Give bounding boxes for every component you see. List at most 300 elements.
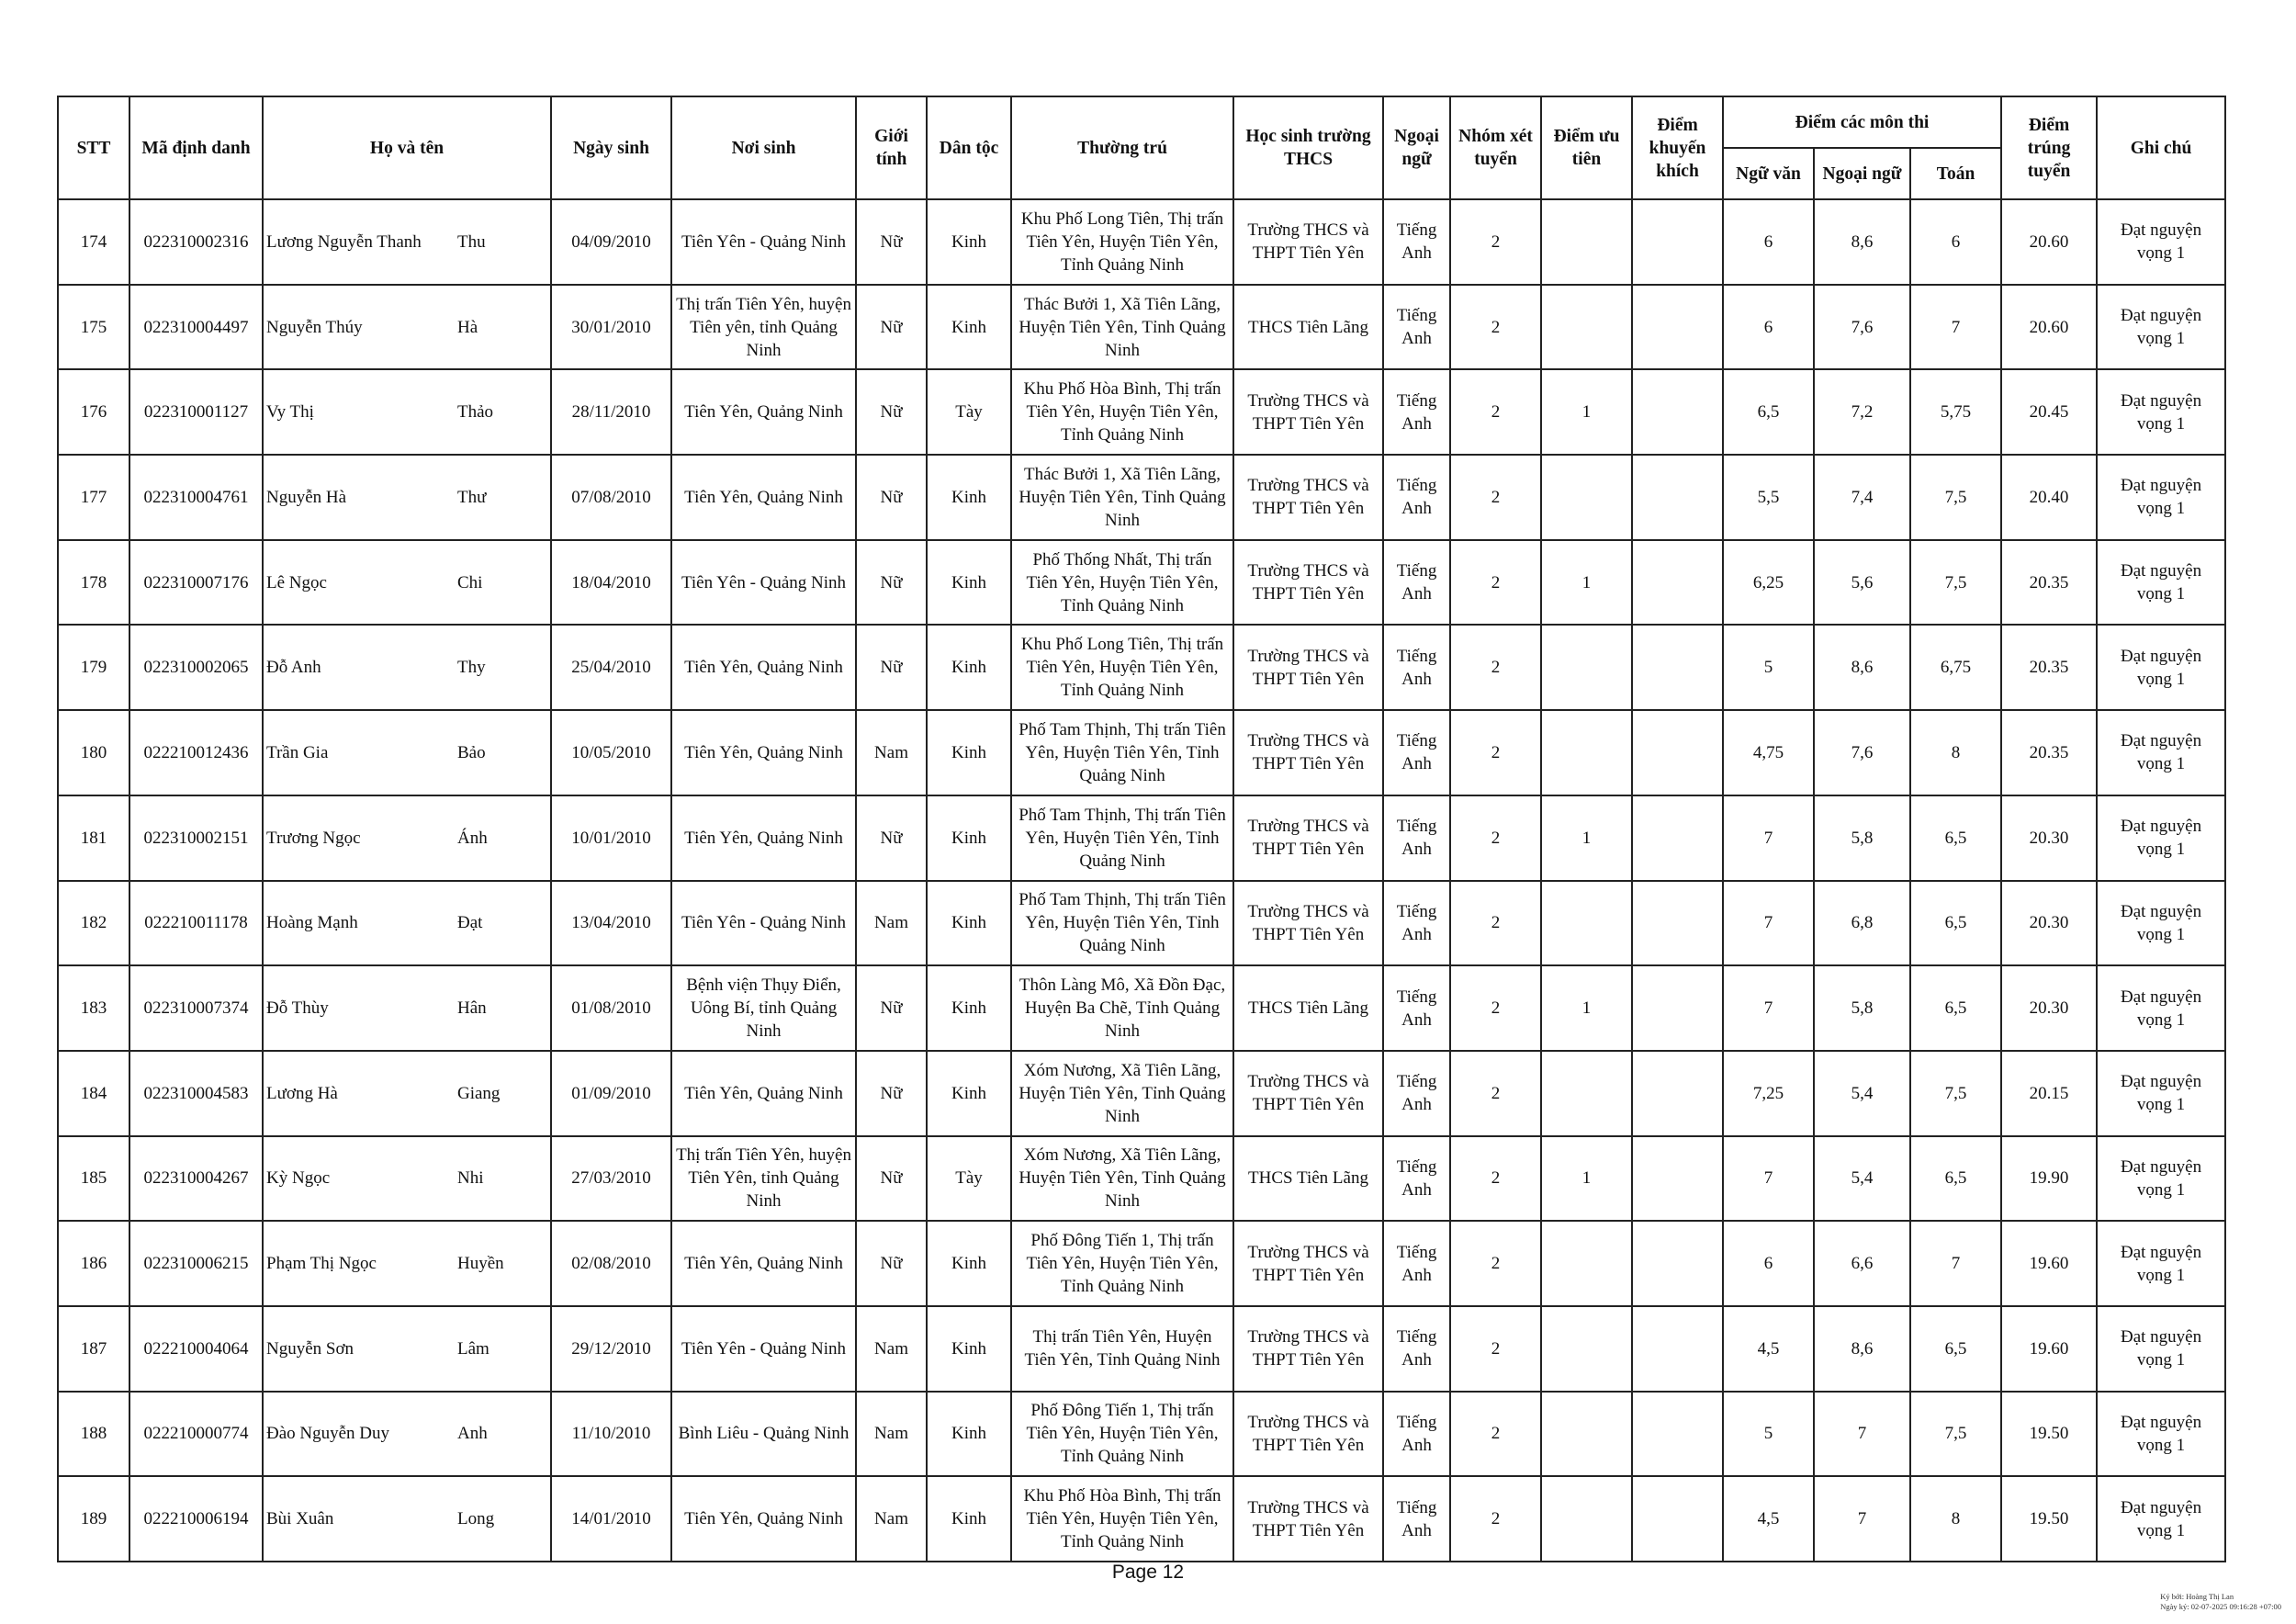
- cell-ma-dinh-danh: 022310002151: [129, 795, 263, 881]
- header-dan-toc: Dân tộc: [927, 96, 1011, 199]
- cell-ngoai-ngu: Tiếng Anh: [1383, 1136, 1450, 1222]
- cell-gioi-tinh: Nữ: [856, 1051, 927, 1136]
- cell-diem-uu-tien: 1: [1541, 540, 1632, 626]
- cell-ghi-chu: Đạt nguyện vọng 1: [2097, 965, 2225, 1051]
- cell-gioi-tinh: Nữ: [856, 1136, 927, 1222]
- cell-diem-trung-tuyen: 20.30: [2001, 881, 2097, 966]
- cell-thuong-tru: Khu Phố Long Tiên, Thị trấn Tiên Yên, Huyện Tiên Yên, Tỉnh Quảng Ninh: [1011, 199, 1233, 285]
- cell-ho-dem: Nguyễn Thúy: [263, 285, 454, 370]
- cell-gioi-tinh: Nữ: [856, 455, 927, 540]
- cell-truong-thcs: Trường THCS và THPT Tiên Yên: [1233, 625, 1383, 710]
- cell-ngoai-ngu: Tiếng Anh: [1383, 1051, 1450, 1136]
- cell-stt: 189: [58, 1476, 129, 1562]
- cell-diem-khuyen-khich: [1632, 1476, 1723, 1562]
- admission-results-table: [57, 96, 2226, 1562]
- cell-thuong-tru: Khu Phố Hòa Bình, Thị trấn Tiên Yên, Huyện Tiên Yên, Tỉnh Quảng Ninh: [1011, 1476, 1233, 1562]
- cell-dan-toc: Kinh: [927, 881, 1011, 966]
- cell-toan: 5,75: [1910, 369, 2001, 455]
- cell-ngu-van: 7: [1723, 965, 1814, 1051]
- cell-stt: 187: [58, 1306, 129, 1392]
- cell-ngay-sinh: 25/04/2010: [551, 625, 671, 710]
- cell-truong-thcs: Trường THCS và THPT Tiên Yên: [1233, 540, 1383, 626]
- cell-ngu-van: 5,5: [1723, 455, 1814, 540]
- cell-ngay-sinh: 07/08/2010: [551, 455, 671, 540]
- cell-ten: Anh: [454, 1392, 551, 1477]
- cell-dan-toc: Tày: [927, 1136, 1011, 1222]
- cell-nhom-xet-tuyen: 2: [1450, 1221, 1541, 1306]
- cell-noi-sinh: Tiên Yên, Quảng Ninh: [671, 455, 856, 540]
- cell-diem-khuyen-khich: [1632, 1051, 1723, 1136]
- cell-dan-toc: Kinh: [927, 455, 1011, 540]
- cell-ho-dem: Lê Ngọc: [263, 540, 454, 626]
- cell-ngay-sinh: 10/01/2010: [551, 795, 671, 881]
- cell-diem-uu-tien: [1541, 1221, 1632, 1306]
- cell-diem-khuyen-khich: [1632, 540, 1723, 626]
- cell-dan-toc: Kinh: [927, 710, 1011, 795]
- header-thuong-tru: Thường trú: [1011, 96, 1233, 199]
- cell-dan-toc: Kinh: [927, 1221, 1011, 1306]
- cell-ngay-sinh: 14/01/2010: [551, 1476, 671, 1562]
- cell-ho-dem: Trần Gia: [263, 710, 454, 795]
- cell-truong-thcs: Trường THCS và THPT Tiên Yên: [1233, 881, 1383, 966]
- header-ngoai-ngu: Ngoại ngữ: [1383, 96, 1450, 199]
- cell-ngoai-ngu: Tiếng Anh: [1383, 369, 1450, 455]
- cell-ngoai-ngu: Tiếng Anh: [1383, 1476, 1450, 1562]
- cell-ngu-van: 4,5: [1723, 1306, 1814, 1392]
- cell-ho-dem: Đỗ Anh: [263, 625, 454, 710]
- cell-diem-khuyen-khich: [1632, 881, 1723, 966]
- signature-signer: Ký bởi: Hoàng Thị Lan: [2160, 1592, 2234, 1601]
- cell-truong-thcs: THCS Tiên Lãng: [1233, 965, 1383, 1051]
- cell-ngay-sinh: 30/01/2010: [551, 285, 671, 370]
- cell-noi-sinh: Tiên Yên, Quảng Ninh: [671, 369, 856, 455]
- cell-thuong-tru: Phố Đông Tiến 1, Thị trấn Tiên Yên, Huyện Tiên Yên, Tỉnh Quảng Ninh: [1011, 1221, 1233, 1306]
- cell-toan: 7,5: [1910, 1051, 2001, 1136]
- cell-diem-khuyen-khich: [1632, 710, 1723, 795]
- cell-toan: 6,5: [1910, 795, 2001, 881]
- cell-diem-trung-tuyen: 20.15: [2001, 1051, 2097, 1136]
- cell-ma-dinh-danh: 022210000774: [129, 1392, 263, 1477]
- cell-ghi-chu: Đạt nguyện vọng 1: [2097, 1051, 2225, 1136]
- cell-thuong-tru: Thác Bưởi 1, Xã Tiên Lãng, Huyện Tiên Yên, Tỉnh Quảng Ninh: [1011, 455, 1233, 540]
- cell-nhom-xet-tuyen: 2: [1450, 1392, 1541, 1477]
- table-row: [58, 710, 2225, 795]
- cell-ngoai-ngu-diem: 5,4: [1814, 1136, 1910, 1222]
- cell-noi-sinh: Tiên Yên - Quảng Ninh: [671, 199, 856, 285]
- cell-ghi-chu: Đạt nguyện vọng 1: [2097, 540, 2225, 626]
- cell-ngoai-ngu: Tiếng Anh: [1383, 540, 1450, 626]
- cell-ngoai-ngu-diem: 5,4: [1814, 1051, 1910, 1136]
- cell-ghi-chu: Đạt nguyện vọng 1: [2097, 369, 2225, 455]
- cell-noi-sinh: Tiên Yên - Quảng Ninh: [671, 881, 856, 966]
- cell-ngoai-ngu-diem: 8,6: [1814, 625, 1910, 710]
- cell-ten: Đạt: [454, 881, 551, 966]
- cell-truong-thcs: Trường THCS và THPT Tiên Yên: [1233, 1051, 1383, 1136]
- cell-ma-dinh-danh: 022310007374: [129, 965, 263, 1051]
- cell-diem-trung-tuyen: 19.90: [2001, 1136, 2097, 1222]
- header-diem-cac-mon-thi: Điểm các môn thi: [1723, 96, 2001, 148]
- cell-toan: 8: [1910, 710, 2001, 795]
- page-number: Page 12: [1111, 1562, 1185, 1583]
- cell-diem-khuyen-khich: [1632, 1392, 1723, 1477]
- cell-nhom-xet-tuyen: 2: [1450, 1306, 1541, 1392]
- cell-diem-uu-tien: [1541, 1392, 1632, 1477]
- cell-ngoai-ngu: Tiếng Anh: [1383, 455, 1450, 540]
- cell-diem-khuyen-khich: [1632, 455, 1723, 540]
- cell-noi-sinh: Bệnh viện Thụy Điển, Uông Bí, tỉnh Quảng Ninh: [671, 965, 856, 1051]
- cell-ngu-van: 6: [1723, 1221, 1814, 1306]
- cell-ngoai-ngu-diem: 7,6: [1814, 285, 1910, 370]
- cell-diem-trung-tuyen: 20.30: [2001, 965, 2097, 1051]
- cell-diem-uu-tien: 1: [1541, 1136, 1632, 1222]
- cell-ho-dem: Bùi Xuân: [263, 1476, 454, 1562]
- cell-gioi-tinh: Nữ: [856, 540, 927, 626]
- cell-nhom-xet-tuyen: 2: [1450, 795, 1541, 881]
- cell-diem-uu-tien: [1541, 710, 1632, 795]
- cell-ma-dinh-danh: 022210004064: [129, 1306, 263, 1392]
- cell-thuong-tru: Phố Tam Thịnh, Thị trấn Tiên Yên, Huyện Tiên Yên, Tỉnh Quảng Ninh: [1011, 710, 1233, 795]
- cell-ngay-sinh: 01/08/2010: [551, 965, 671, 1051]
- cell-dan-toc: Tày: [927, 369, 1011, 455]
- cell-ghi-chu: Đạt nguyện vọng 1: [2097, 199, 2225, 285]
- cell-diem-uu-tien: 1: [1541, 369, 1632, 455]
- cell-ma-dinh-danh: 022210012436: [129, 710, 263, 795]
- cell-ghi-chu: Đạt nguyện vọng 1: [2097, 285, 2225, 370]
- cell-thuong-tru: Thác Bưởi 1, Xã Tiên Lãng, Huyện Tiên Yên, Tỉnh Quảng Ninh: [1011, 285, 1233, 370]
- cell-ngoai-ngu-diem: 7,2: [1814, 369, 1910, 455]
- cell-diem-trung-tuyen: 20.35: [2001, 710, 2097, 795]
- table-row: [58, 1136, 2225, 1222]
- cell-nhom-xet-tuyen: 2: [1450, 965, 1541, 1051]
- cell-toan: 6,5: [1910, 1136, 2001, 1222]
- header-nhom-xet-tuyen: Nhóm xét tuyển: [1450, 96, 1541, 199]
- cell-gioi-tinh: Nam: [856, 1392, 927, 1477]
- cell-stt: 186: [58, 1221, 129, 1306]
- cell-dan-toc: Kinh: [927, 1306, 1011, 1392]
- cell-ngay-sinh: 28/11/2010: [551, 369, 671, 455]
- cell-noi-sinh: Thị trấn Tiên Yên, huyện Tiên Yên, tỉnh Quảng Ninh: [671, 1136, 856, 1222]
- cell-ngu-van: 6: [1723, 199, 1814, 285]
- header-toan: Toán: [1910, 148, 2001, 199]
- cell-diem-khuyen-khich: [1632, 1306, 1723, 1392]
- cell-ghi-chu: Đạt nguyện vọng 1: [2097, 1221, 2225, 1306]
- cell-truong-thcs: Trường THCS và THPT Tiên Yên: [1233, 199, 1383, 285]
- header-ngu-van: Ngữ văn: [1723, 148, 1814, 199]
- header-diem-trung-tuyen: Điểm trúng tuyển: [2001, 96, 2097, 199]
- cell-ngoai-ngu-diem: 5,8: [1814, 795, 1910, 881]
- cell-nhom-xet-tuyen: 2: [1450, 455, 1541, 540]
- cell-toan: 7: [1910, 285, 2001, 370]
- cell-nhom-xet-tuyen: 2: [1450, 285, 1541, 370]
- cell-truong-thcs: Trường THCS và THPT Tiên Yên: [1233, 795, 1383, 881]
- cell-diem-khuyen-khich: [1632, 285, 1723, 370]
- header-ghi-chu: Ghi chú: [2097, 96, 2225, 199]
- cell-stt: 183: [58, 965, 129, 1051]
- cell-diem-uu-tien: [1541, 1476, 1632, 1562]
- cell-stt: 174: [58, 199, 129, 285]
- cell-ngoai-ngu-diem: 7: [1814, 1476, 1910, 1562]
- cell-ngay-sinh: 04/09/2010: [551, 199, 671, 285]
- cell-gioi-tinh: Nam: [856, 1476, 927, 1562]
- cell-ngoai-ngu: Tiếng Anh: [1383, 1306, 1450, 1392]
- cell-nhom-xet-tuyen: 2: [1450, 881, 1541, 966]
- cell-ten: Nhi: [454, 1136, 551, 1222]
- cell-gioi-tinh: Nữ: [856, 795, 927, 881]
- cell-ngoai-ngu: Tiếng Anh: [1383, 1392, 1450, 1477]
- cell-ten: Hân: [454, 965, 551, 1051]
- header-ho-va-ten: Họ và tên: [263, 96, 551, 199]
- cell-toan: 7,5: [1910, 455, 2001, 540]
- cell-diem-khuyen-khich: [1632, 369, 1723, 455]
- cell-nhom-xet-tuyen: 2: [1450, 199, 1541, 285]
- cell-truong-thcs: Trường THCS và THPT Tiên Yên: [1233, 1221, 1383, 1306]
- table-row: [58, 881, 2225, 966]
- cell-nhom-xet-tuyen: 2: [1450, 369, 1541, 455]
- cell-dan-toc: Kinh: [927, 285, 1011, 370]
- cell-diem-uu-tien: [1541, 1051, 1632, 1136]
- cell-gioi-tinh: Nữ: [856, 369, 927, 455]
- cell-ngoai-ngu-diem: 7: [1814, 1392, 1910, 1477]
- cell-dan-toc: Kinh: [927, 199, 1011, 285]
- cell-diem-trung-tuyen: 19.60: [2001, 1221, 2097, 1306]
- cell-dan-toc: Kinh: [927, 965, 1011, 1051]
- cell-ghi-chu: Đạt nguyện vọng 1: [2097, 1136, 2225, 1222]
- cell-thuong-tru: Phố Đông Tiến 1, Thị trấn Tiên Yên, Huyện Tiên Yên, Tỉnh Quảng Ninh: [1011, 1392, 1233, 1477]
- cell-thuong-tru: Thôn Làng Mô, Xã Đồn Đạc, Huyện Ba Chẽ, Tỉnh Quảng Ninh: [1011, 965, 1233, 1051]
- cell-toan: 6,75: [1910, 625, 2001, 710]
- cell-gioi-tinh: Nam: [856, 710, 927, 795]
- cell-ma-dinh-danh: 022310007176: [129, 540, 263, 626]
- cell-ten: Ánh: [454, 795, 551, 881]
- cell-diem-khuyen-khich: [1632, 1221, 1723, 1306]
- cell-stt: 185: [58, 1136, 129, 1222]
- cell-ten: Hà: [454, 285, 551, 370]
- cell-toan: 7,5: [1910, 540, 2001, 626]
- cell-noi-sinh: Tiên Yên, Quảng Ninh: [671, 710, 856, 795]
- cell-truong-thcs: Trường THCS và THPT Tiên Yên: [1233, 455, 1383, 540]
- cell-ngay-sinh: 18/04/2010: [551, 540, 671, 626]
- cell-ho-dem: Lương Hà: [263, 1051, 454, 1136]
- cell-ho-dem: Phạm Thị Ngọc: [263, 1221, 454, 1306]
- table-row: [58, 625, 2225, 710]
- cell-noi-sinh: Tiên Yên, Quảng Ninh: [671, 1051, 856, 1136]
- cell-ngay-sinh: 01/09/2010: [551, 1051, 671, 1136]
- cell-ten: Huyền: [454, 1221, 551, 1306]
- cell-ngay-sinh: 10/05/2010: [551, 710, 671, 795]
- table-row: [58, 1476, 2225, 1562]
- cell-dan-toc: Kinh: [927, 795, 1011, 881]
- cell-stt: 184: [58, 1051, 129, 1136]
- cell-dan-toc: Kinh: [927, 1392, 1011, 1477]
- cell-ghi-chu: Đạt nguyện vọng 1: [2097, 455, 2225, 540]
- cell-diem-uu-tien: 1: [1541, 965, 1632, 1051]
- cell-diem-khuyen-khich: [1632, 795, 1723, 881]
- cell-ho-dem: Hoàng Mạnh: [263, 881, 454, 966]
- cell-ten: Thy: [454, 625, 551, 710]
- cell-stt: 179: [58, 625, 129, 710]
- cell-gioi-tinh: Nữ: [856, 285, 927, 370]
- cell-gioi-tinh: Nữ: [856, 965, 927, 1051]
- cell-ma-dinh-danh: 022310004497: [129, 285, 263, 370]
- table-body: [58, 199, 2225, 1562]
- cell-nhom-xet-tuyen: 2: [1450, 625, 1541, 710]
- cell-dan-toc: Kinh: [927, 1051, 1011, 1136]
- cell-stt: 180: [58, 710, 129, 795]
- cell-thuong-tru: Khu Phố Hòa Bình, Thị trấn Tiên Yên, Huyện Tiên Yên, Tỉnh Quảng Ninh: [1011, 369, 1233, 455]
- cell-thuong-tru: Khu Phố Long Tiên, Thị trấn Tiên Yên, Huyện Tiên Yên, Tỉnh Quảng Ninh: [1011, 625, 1233, 710]
- cell-ngay-sinh: 11/10/2010: [551, 1392, 671, 1477]
- cell-nhom-xet-tuyen: 2: [1450, 1476, 1541, 1562]
- cell-noi-sinh: Tiên Yên, Quảng Ninh: [671, 625, 856, 710]
- header-diem-khuyen-khich: Điểm khuyến khích: [1632, 96, 1723, 199]
- cell-ngoai-ngu: Tiếng Anh: [1383, 795, 1450, 881]
- cell-ho-dem: Vy Thị: [263, 369, 454, 455]
- cell-gioi-tinh: Nữ: [856, 625, 927, 710]
- cell-ten: Thảo: [454, 369, 551, 455]
- cell-ho-dem: Đào Nguyễn Duy: [263, 1392, 454, 1477]
- cell-ngoai-ngu-diem: 6,6: [1814, 1221, 1910, 1306]
- cell-ngoai-ngu-diem: 7,4: [1814, 455, 1910, 540]
- cell-noi-sinh: Bình Liêu - Quảng Ninh: [671, 1392, 856, 1477]
- cell-ngu-van: 5: [1723, 625, 1814, 710]
- table-row: [58, 795, 2225, 881]
- cell-diem-uu-tien: [1541, 199, 1632, 285]
- cell-diem-uu-tien: [1541, 625, 1632, 710]
- cell-truong-thcs: Trường THCS và THPT Tiên Yên: [1233, 1476, 1383, 1562]
- cell-diem-trung-tuyen: 19.60: [2001, 1306, 2097, 1392]
- cell-gioi-tinh: Nam: [856, 881, 927, 966]
- cell-diem-trung-tuyen: 20.60: [2001, 199, 2097, 285]
- cell-diem-uu-tien: [1541, 455, 1632, 540]
- cell-truong-thcs: Trường THCS và THPT Tiên Yên: [1233, 369, 1383, 455]
- cell-noi-sinh: Tiên Yên, Quảng Ninh: [671, 1221, 856, 1306]
- cell-ngoai-ngu: Tiếng Anh: [1383, 1221, 1450, 1306]
- table-row: [58, 285, 2225, 370]
- header-ma-dinh-danh: Mã định danh: [129, 96, 263, 199]
- cell-diem-trung-tuyen: 19.50: [2001, 1476, 2097, 1562]
- cell-toan: 6: [1910, 199, 2001, 285]
- cell-ma-dinh-danh: 022310002065: [129, 625, 263, 710]
- cell-ngoai-ngu-diem: 8,6: [1814, 1306, 1910, 1392]
- cell-ma-dinh-danh: 022310006215: [129, 1221, 263, 1306]
- cell-ma-dinh-danh: 022210011178: [129, 881, 263, 966]
- table-row: [58, 965, 2225, 1051]
- cell-diem-trung-tuyen: 20.40: [2001, 455, 2097, 540]
- cell-ngoai-ngu-diem: 5,6: [1814, 540, 1910, 626]
- cell-dan-toc: Kinh: [927, 540, 1011, 626]
- cell-ho-dem: Kỳ Ngọc: [263, 1136, 454, 1222]
- cell-diem-uu-tien: [1541, 285, 1632, 370]
- cell-stt: 176: [58, 369, 129, 455]
- cell-ngu-van: 6: [1723, 285, 1814, 370]
- cell-ho-dem: Nguyễn Hà: [263, 455, 454, 540]
- table-row: [58, 1392, 2225, 1477]
- cell-thuong-tru: Xóm Nương, Xã Tiên Lãng, Huyện Tiên Yên, Tỉnh Quảng Ninh: [1011, 1136, 1233, 1222]
- cell-ngay-sinh: 29/12/2010: [551, 1306, 671, 1392]
- cell-diem-trung-tuyen: 20.45: [2001, 369, 2097, 455]
- cell-diem-uu-tien: 1: [1541, 795, 1632, 881]
- cell-noi-sinh: Tiên Yên - Quảng Ninh: [671, 540, 856, 626]
- cell-ngu-van: 5: [1723, 1392, 1814, 1477]
- cell-ngu-van: 7: [1723, 795, 1814, 881]
- table-row: [58, 199, 2225, 285]
- cell-truong-thcs: THCS Tiên Lãng: [1233, 285, 1383, 370]
- cell-diem-trung-tuyen: 20.30: [2001, 795, 2097, 881]
- cell-ma-dinh-danh: 022310004267: [129, 1136, 263, 1222]
- cell-nhom-xet-tuyen: 2: [1450, 1051, 1541, 1136]
- cell-dan-toc: Kinh: [927, 625, 1011, 710]
- cell-ho-dem: Đỗ Thùy: [263, 965, 454, 1051]
- cell-thuong-tru: Xóm Nương, Xã Tiên Lãng, Huyện Tiên Yên, Tỉnh Quảng Ninh: [1011, 1051, 1233, 1136]
- cell-ngoai-ngu: Tiếng Anh: [1383, 881, 1450, 966]
- cell-stt: 181: [58, 795, 129, 881]
- cell-ho-dem: Lương Nguyễn Thanh: [263, 199, 454, 285]
- cell-nhom-xet-tuyen: 2: [1450, 710, 1541, 795]
- table-row: [58, 540, 2225, 626]
- cell-diem-uu-tien: [1541, 1306, 1632, 1392]
- cell-ngu-van: 4,75: [1723, 710, 1814, 795]
- cell-diem-khuyen-khich: [1632, 199, 1723, 285]
- cell-ngu-van: 6,25: [1723, 540, 1814, 626]
- cell-ngu-van: 7: [1723, 881, 1814, 966]
- cell-ngu-van: 7,25: [1723, 1051, 1814, 1136]
- table-row: [58, 1306, 2225, 1392]
- cell-ten: Bảo: [454, 710, 551, 795]
- cell-thuong-tru: Phố Thống Nhất, Thị trấn Tiên Yên, Huyện Tiên Yên, Tỉnh Quảng Ninh: [1011, 540, 1233, 626]
- cell-truong-thcs: Trường THCS và THPT Tiên Yên: [1233, 1392, 1383, 1477]
- cell-ghi-chu: Đạt nguyện vọng 1: [2097, 1392, 2225, 1477]
- cell-truong-thcs: THCS Tiên Lãng: [1233, 1136, 1383, 1222]
- cell-ngu-van: 7: [1723, 1136, 1814, 1222]
- digital-signature: [2160, 1592, 2281, 1612]
- cell-toan: 7: [1910, 1221, 2001, 1306]
- cell-ngay-sinh: 02/08/2010: [551, 1221, 671, 1306]
- cell-diem-uu-tien: [1541, 881, 1632, 966]
- cell-gioi-tinh: Nữ: [856, 1221, 927, 1306]
- cell-ngoai-ngu: Tiếng Anh: [1383, 710, 1450, 795]
- cell-toan: 7,5: [1910, 1392, 2001, 1477]
- cell-diem-trung-tuyen: 19.50: [2001, 1392, 2097, 1477]
- cell-gioi-tinh: Nữ: [856, 199, 927, 285]
- table-row: [58, 1221, 2225, 1306]
- cell-thuong-tru: Phố Tam Thịnh, Thị trấn Tiên Yên, Huyện Tiên Yên, Tỉnh Quảng Ninh: [1011, 795, 1233, 881]
- cell-diem-khuyen-khich: [1632, 1136, 1723, 1222]
- cell-dan-toc: Kinh: [927, 1476, 1011, 1562]
- cell-ngoai-ngu: Tiếng Anh: [1383, 965, 1450, 1051]
- cell-truong-thcs: Trường THCS và THPT Tiên Yên: [1233, 710, 1383, 795]
- header-diem-uu-tien: Điểm ưu tiên: [1541, 96, 1632, 199]
- header-hoc-sinh-truong: Học sinh trường THCS: [1233, 96, 1383, 199]
- cell-stt: 177: [58, 455, 129, 540]
- cell-ma-dinh-danh: 022310004761: [129, 455, 263, 540]
- header-gioi-tinh: Giới tính: [856, 96, 927, 199]
- cell-nhom-xet-tuyen: 2: [1450, 540, 1541, 626]
- cell-ten: Lâm: [454, 1306, 551, 1392]
- header-stt: STT: [58, 96, 129, 199]
- cell-toan: 6,5: [1910, 1306, 2001, 1392]
- cell-ghi-chu: Đạt nguyện vọng 1: [2097, 1306, 2225, 1392]
- signature-date: Ngày ký: 02-07-2025 09:16:28 +07:00: [2160, 1602, 2281, 1611]
- table-row: [58, 455, 2225, 540]
- cell-ma-dinh-danh: 022310004583: [129, 1051, 263, 1136]
- cell-ten: Long: [454, 1476, 551, 1562]
- cell-ngoai-ngu-diem: 5,8: [1814, 965, 1910, 1051]
- cell-noi-sinh: Tiên Yên, Quảng Ninh: [671, 1476, 856, 1562]
- cell-ghi-chu: Đạt nguyện vọng 1: [2097, 710, 2225, 795]
- cell-truong-thcs: Trường THCS và THPT Tiên Yên: [1233, 1306, 1383, 1392]
- cell-toan: 8: [1910, 1476, 2001, 1562]
- cell-diem-trung-tuyen: 20.60: [2001, 285, 2097, 370]
